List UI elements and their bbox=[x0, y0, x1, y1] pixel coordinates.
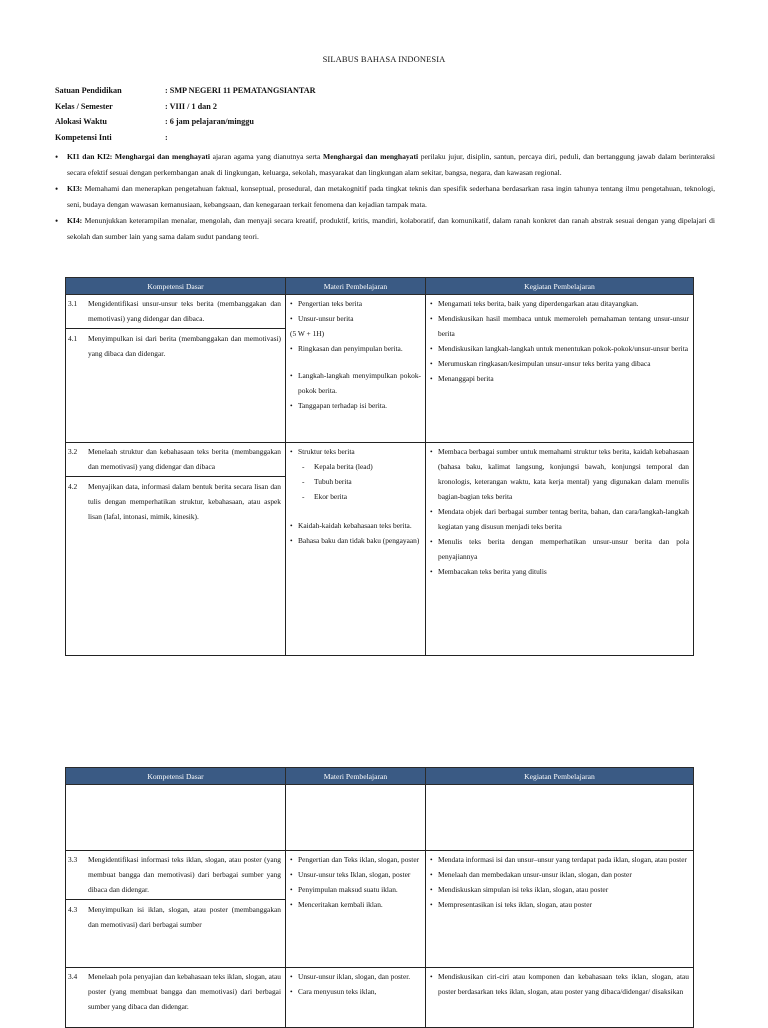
meta-row-class bbox=[55, 102, 316, 118]
list-item: • Menanggapi berita bbox=[430, 371, 689, 386]
syllabus-table-2 bbox=[65, 767, 694, 1028]
list-item: • Tanggapan terhadap isi berita. bbox=[290, 398, 421, 413]
kd-divider bbox=[66, 899, 285, 900]
ki-bold: Menghargai dan menghayati bbox=[323, 152, 419, 161]
header-kompetensi-dasar: Kompetensi Dasar bbox=[66, 768, 286, 785]
kd-number: 4.1 bbox=[68, 334, 78, 343]
list-item: • Menelaah dan membedakan unsur-unsur iklan, slogan, dan poster bbox=[430, 867, 689, 882]
ki-text: Menunjukkan keterampilan menalar, mengolah, dan menyaji secara kreatif, produktif, kritis, mandiri, kolaboratif, dan komunikatif, dalam ranah konkret dan ranah abstrak sesuai dengan yang dipelajari di sekolah dan sumber lain yang sama dalam sudut pandang teori. bbox=[67, 216, 715, 241]
meta-label: Kelas / Semester bbox=[55, 101, 113, 111]
list-subitem: - Ekor berita bbox=[302, 489, 421, 504]
kd-number: 4.3 bbox=[68, 905, 78, 914]
kd-number: 3.1 bbox=[68, 299, 78, 308]
table-row bbox=[66, 295, 694, 443]
ki-bold: KI3: bbox=[67, 184, 83, 193]
list-item: • Struktur teks berita bbox=[290, 444, 421, 459]
kd-item bbox=[68, 444, 281, 474]
kd-number: 4.2 bbox=[68, 482, 78, 491]
meta-row-time bbox=[55, 117, 316, 133]
list-item: • Mendata objek dari berbagai sumber tentag berita, bahan, dan cara/langkah-langkah kegiatan yang disusun menjadi teks berita bbox=[430, 504, 689, 534]
list-item: • Merumuskan ringkasan/kesimpulan unsur-unsur teks berita yang dibaca bbox=[430, 356, 689, 371]
meta-label: Alokasi Waktu bbox=[55, 117, 107, 126]
table-row bbox=[66, 851, 694, 968]
meta-row-school bbox=[55, 86, 316, 102]
kd-text: Mengidentifikasi unsur-unsur teks berita (membanggakan dan memotivasi) yang didengar dan dibaca. bbox=[88, 299, 281, 323]
list-item: • Mendiskusikan ciri-ciri atau komponen dan kebahasaan teks iklan, slogan, atau poster berdasarkan teks iklan, slogan, atau poster yang dibaca/didengar/ disaksikan bbox=[430, 969, 689, 999]
ki-item-1 bbox=[55, 149, 715, 181]
list-item: • Kaidah-kaidah kebahasaan teks berita. bbox=[290, 518, 421, 533]
materi-cell bbox=[286, 295, 426, 443]
kegiatan-cell bbox=[426, 443, 694, 656]
list-subitem: - Tubuh berita bbox=[302, 474, 421, 489]
list-item: • Unsur-unsur iklan, slogan, dan poster. bbox=[290, 969, 421, 984]
syllabus-table-1 bbox=[65, 277, 694, 656]
ki-text: perilaku jujur, disiplin, santun, percaya diri, peduli, dan bertanggung jawab dalam berinteraksi secara efektif sesuai dengan perkembangan anak di lingkungan, keluarga, sekolah, masyarakat dan lingkungan alam sekitar, bangsa, negara, dan kawasan regional. bbox=[67, 152, 715, 177]
meta-value: : VIII / 1 dan 2 bbox=[165, 101, 217, 111]
meta-label: Kompetensi Inti bbox=[55, 132, 112, 142]
list-item: • Unsur-unsur berita bbox=[290, 311, 421, 326]
kd-text: Menyajikan data, informasi dalam bentuk berita secara lisan dan tulis dengan memperhatikan struktur, kebahasaan, atau aspek lisan (lafal, intonasi, mimik, kinesik). bbox=[88, 482, 281, 521]
materi-cell bbox=[286, 443, 426, 656]
kd-item bbox=[68, 852, 281, 897]
ki-text: Memahami dan menerapkan pengetahuan faktual, konseptual, prosedural, dan metakognitif pada tingkat teknis dan spesifik sederhana berdasarkan rasa ingin tahunya tentang ilmu pengetahuan, teknologi, seni, budaya dengan wawasan kemanusiaan, kebangsaan, dan kenegaraan terkait fenomena dan kejadian tampak mata. bbox=[67, 184, 715, 209]
list-item: • Mempresentasikan isi teks iklan, slogan, atau poster bbox=[430, 897, 689, 912]
list-item: • Cara menyusun teks iklan, bbox=[290, 984, 421, 999]
table-row-empty bbox=[66, 785, 694, 851]
materi-cell bbox=[286, 968, 426, 1028]
kd-cell bbox=[66, 968, 286, 1028]
meta-value: : SMP NEGERI 11 PEMATANGSIANTAR bbox=[165, 86, 316, 95]
kd-item bbox=[68, 902, 281, 932]
materi-cell bbox=[286, 851, 426, 968]
empty-cell bbox=[426, 785, 694, 851]
meta-label: Satuan Pendidikan bbox=[55, 86, 122, 95]
list-item: • Pengertian dan Teks iklan, slogan, poster bbox=[290, 852, 421, 867]
list-item: • Langkah-langkah menyimpulkan pokok-pokok berita. bbox=[290, 368, 421, 398]
kegiatan-cell bbox=[426, 968, 694, 1028]
list-item: • Penyimpulan maksud suatu iklan. bbox=[290, 882, 421, 897]
header-materi: Materi Pembelajaran bbox=[286, 768, 426, 785]
list-subitem: - Kepala berita (lead) bbox=[302, 459, 421, 474]
kd-text: Menyimpulkan isi iklan, slogan, atau poster (membanggakan dan memotivasi) dari berbagai sumber bbox=[88, 905, 281, 929]
list-item: (5 W + 1H) bbox=[290, 329, 325, 338]
kd-text: Menelaah struktur dan kebahasaan teks berita (membanggakan dan memotivasi) yang didengar dan dibaca bbox=[88, 447, 281, 471]
ki-text: ajaran agama yang dianutnya serta bbox=[209, 152, 324, 161]
list-item: • Mendiskuskan simpulan isi teks iklan, slogan, atau poster bbox=[430, 882, 689, 897]
empty-cell bbox=[66, 785, 286, 851]
identity-block bbox=[55, 86, 316, 148]
kegiatan-cell bbox=[426, 851, 694, 968]
kd-item bbox=[68, 296, 281, 326]
document-title: SILABUS BAHASA INDONESIA bbox=[322, 54, 446, 64]
header-kegiatan: Kegiatan Pembelajaran bbox=[426, 278, 694, 295]
kd-text: Menelaah pola penyajian dan kebahasaan teks iklan, slogan, atau poster (yang membuat bangga dan memotivasi) dari berbagai sumber yang dibaca dan didengar. bbox=[88, 972, 281, 1011]
meta-row-ki bbox=[55, 133, 316, 149]
ki-bold: KI1 dan KI2: Menghargai dan menghayati bbox=[67, 152, 210, 161]
list-item: • Menulis teks berita dengan memperhatikan unsur-unsur berita dan pola penyajiannya bbox=[430, 534, 689, 564]
kd-number: 3.3 bbox=[68, 855, 78, 864]
ki-item-4 bbox=[55, 213, 715, 245]
table-header-row bbox=[66, 278, 694, 295]
list-item: • Bahasa baku dan tidak baku (pengayaan) bbox=[290, 533, 421, 548]
list-item: • Membaca berbagai sumber untuk memahami struktur teks berita, kaidah kebahasaan (bahasa baku, kalimat langsung, konjungsi bawah, konjungsi temporal dan kronologis, keterangan waktu, kata kerja mental) yang digunakan dalam menulis bagian-bagian teks berita bbox=[430, 444, 689, 504]
kd-text: Menyimpulkan isi dari berita (membanggakan dan memotivasi) yang dibaca dan didengar. bbox=[88, 334, 281, 358]
kegiatan-cell bbox=[426, 295, 694, 443]
list-item: • Mengamati teks berita, baik yang diperdengarkan atau ditayangkan. bbox=[430, 296, 689, 311]
kd-divider bbox=[66, 476, 285, 477]
list-item: • Unsur-unsur teks Iklan, slogan, poster bbox=[290, 867, 421, 882]
meta-value: : 6 jam pelajaran/minggu bbox=[165, 117, 254, 126]
list-item: • Mendiskusikan langkah-langkah untuk menentukan pokok-pokok/unsur-unsur berita bbox=[430, 341, 689, 356]
core-competency-list bbox=[55, 149, 715, 245]
table-header-row bbox=[66, 768, 694, 785]
kd-cell bbox=[66, 851, 286, 968]
table-row bbox=[66, 443, 694, 656]
list-item: • Ringkasan dan penyimpulan berita. bbox=[290, 341, 421, 356]
ki-bold: KI4: bbox=[67, 216, 83, 225]
empty-cell bbox=[286, 785, 426, 851]
kd-text: Mengidentifikasi informasi teks iklan, slogan, atau poster (yang membuat bangga dan memotivasi) dari berbagai sumber yang dibaca dan didengar. bbox=[88, 855, 281, 894]
kd-item bbox=[68, 479, 281, 524]
kd-divider bbox=[66, 328, 285, 329]
meta-value: : bbox=[165, 132, 168, 142]
header-kegiatan: Kegiatan Pembelajaran bbox=[426, 768, 694, 785]
list-item: • Mendiskusikan hasil membaca untuk memeroleh pemahaman tentang unsur-unsur berita bbox=[430, 311, 689, 341]
kd-cell bbox=[66, 443, 286, 656]
header-materi: Materi Pembelajaran bbox=[286, 278, 426, 295]
kd-item bbox=[68, 331, 281, 361]
kd-number: 3.2 bbox=[68, 447, 78, 456]
list-item: • Menceritakan kembali iklan. bbox=[290, 897, 421, 912]
table-row bbox=[66, 968, 694, 1028]
list-item: • Mendata informasi isi dan unsur–unsur yang terdapat pada iklan, slogan, atau poster bbox=[430, 852, 689, 867]
ki-item-3 bbox=[55, 181, 715, 213]
header-kompetensi-dasar: Kompetensi Dasar bbox=[66, 278, 286, 295]
kd-cell bbox=[66, 295, 286, 443]
kd-item bbox=[68, 969, 281, 1014]
kd-number: 3.4 bbox=[68, 972, 78, 981]
list-item: • Pengertian teks berita bbox=[290, 296, 421, 311]
list-item: • Membacakan teks berita yang ditulis bbox=[430, 564, 689, 579]
